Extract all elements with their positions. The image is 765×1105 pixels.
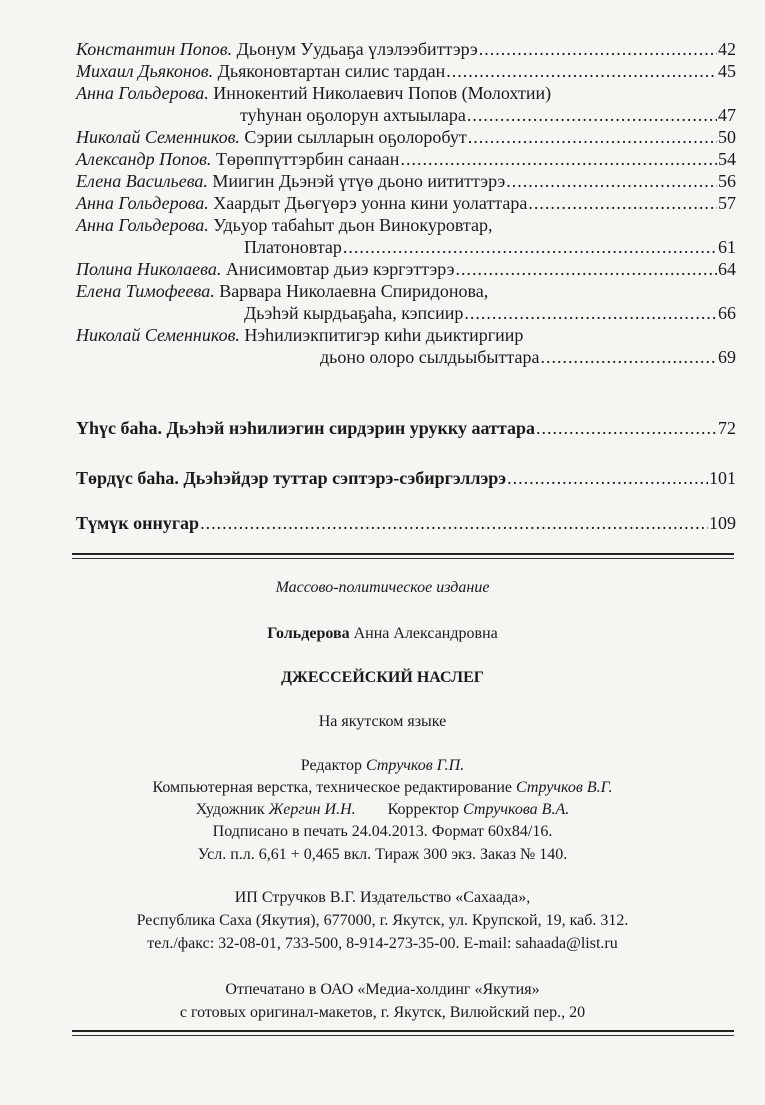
divider xyxy=(72,558,734,559)
toc-entry xyxy=(76,170,736,192)
toc-page-number: 69 xyxy=(718,347,736,367)
toc-title: Варвара Николаевна Спиридонова, xyxy=(219,281,489,301)
artist-corrector-line xyxy=(0,800,765,820)
layout-name: Стручков В.Г. xyxy=(516,779,613,796)
toc-page-number: 45 xyxy=(718,61,736,81)
toc-title: Анисимовтар дьиэ кэргэттэрэ xyxy=(225,259,455,279)
toc-page-number: 56 xyxy=(718,171,736,191)
toc-entry xyxy=(76,82,736,126)
artist-name: Жергин И.Н. xyxy=(268,801,356,818)
toc-page-number: 64 xyxy=(718,259,736,279)
toc-title: Нэһилиэкпитигэр киһи дьиктиргиир xyxy=(244,325,524,345)
corrector-label: Корректор xyxy=(387,801,459,818)
toc-page-number: 50 xyxy=(718,127,736,147)
toc-title: Удьуор табаһыт дьон Винокуровтар, xyxy=(213,215,493,235)
toc-entry xyxy=(76,126,736,148)
toc-page-number: 66 xyxy=(718,303,736,323)
toc-title-continued: Платоновтар xyxy=(244,237,342,257)
toc-author: Михаил Дьяконов. xyxy=(76,61,214,81)
print-details-2: Усл. п.л. 6,61 + 0,465 вкл. Тираж 300 экз. Заказ № 140. xyxy=(197,846,568,863)
printing-source: с готовых оригинал-макетов, г. Якутск, Вилюйский пер., 20 xyxy=(179,1004,586,1021)
toc-section xyxy=(76,513,736,534)
language-note: На якутском языке xyxy=(318,713,447,730)
section-page-number: 72 xyxy=(718,418,736,438)
toc-section xyxy=(76,418,736,439)
toc-entry xyxy=(76,38,736,60)
toc-section xyxy=(76,468,736,489)
toc-title: Сэрии сылларын оҕолоробут xyxy=(244,127,467,147)
book-title: ДЖЕССЕЙСКИЙ НАСЛЕГ xyxy=(281,669,484,686)
toc-entry xyxy=(76,258,736,280)
editor-name: Стручков Г.П. xyxy=(365,757,465,774)
author-line xyxy=(0,624,765,644)
section-page-number: 109 xyxy=(709,513,736,533)
toc-title-continued: Дьэһэй кырдьаҕаһа, кэпсиир xyxy=(244,303,464,323)
toc-title: Дьонум Уудьаҕа үлэлээбиттэрэ xyxy=(236,39,478,59)
toc-author: Николай Семенников. xyxy=(76,325,240,345)
print-details: Подписано в печать 24.04.2013. Формат 60x84/16. xyxy=(212,823,553,840)
author-name: Анна Александровна xyxy=(353,625,498,642)
divider xyxy=(72,1030,734,1032)
toc-title: Иннокентий Николаевич Попов (Молохтии) xyxy=(213,83,552,103)
toc-author: Константин Попов. xyxy=(76,39,233,59)
layout-label: Компьютерная верстка, техническое редактирование xyxy=(152,779,513,796)
toc-author: Елена Тимофеева. xyxy=(76,281,215,301)
toc-author: Полина Николаева. xyxy=(76,259,222,279)
layout-line xyxy=(0,778,765,798)
divider xyxy=(72,1035,734,1036)
toc-title: Хаардыт Дьөгүөрэ уонна кини уолаттара xyxy=(213,193,528,213)
toc-author: Александр Попов. xyxy=(76,149,212,169)
toc-entry xyxy=(76,280,736,324)
toc-title-continued: дьоно олоро сылдьыбыттара xyxy=(320,347,540,367)
toc-entry xyxy=(76,148,736,170)
toc-page-number: 57 xyxy=(718,193,736,213)
toc-entry xyxy=(76,192,736,214)
divider xyxy=(72,553,734,555)
toc-entry xyxy=(76,324,736,368)
toc-title-continued: туһунан оҕолорун ахтыылара xyxy=(240,105,466,125)
toc-page-number: 42 xyxy=(718,39,736,59)
editor-line xyxy=(0,756,765,776)
section-title: Үһүс баһа. Дьэһэй нэһилиэгин сирдэрин урукку ааттара xyxy=(76,418,535,438)
toc-author: Анна Гольдерова. xyxy=(76,193,209,213)
printing-house: Отпечатано в ОАО «Медиа-холдинг «Якутия» xyxy=(225,981,540,998)
author-surname: Гольдерова xyxy=(267,625,350,642)
toc-entry xyxy=(76,214,736,258)
editor-label: Редактор xyxy=(300,757,362,774)
artist-label: Художник xyxy=(195,801,265,818)
toc-author: Николай Семенников. xyxy=(76,127,240,147)
toc-entry xyxy=(76,60,736,82)
corrector-name: Стручкова В.А. xyxy=(462,801,570,818)
toc-title: Төрөппүттэрбин санаан xyxy=(215,149,400,169)
toc-title: Миигин Дьэнэй үтүө дьоно иититтэрэ xyxy=(212,171,506,191)
toc-author: Анна Гольдерова. xyxy=(76,83,209,103)
toc-author: Анна Гольдерова. xyxy=(76,215,209,235)
section-title: Төрдүс баһа. Дьэһэйдэр туттар сэптэрэ-сэбиргэллэрэ xyxy=(76,468,507,488)
toc-author: Елена Васильева. xyxy=(76,171,208,191)
table-of-contents xyxy=(76,38,736,368)
toc-page-number: 47 xyxy=(718,105,736,125)
publisher: ИП Стручков В.Г. Издательство «Сахаада», xyxy=(234,889,531,906)
publisher-contacts: тел./факс: 32-08-01, 733-500, 8-914-273-35-00. E-mail: sahaada@list.ru xyxy=(147,935,618,952)
section-title: Түмүк оннугар xyxy=(76,513,200,533)
edition-type: Массово-политическое издание xyxy=(275,579,490,596)
section-page-number: 101 xyxy=(709,468,736,488)
toc-page-number: 54 xyxy=(718,149,736,169)
toc-page-number: 61 xyxy=(718,237,736,257)
toc-title: Дьяконовтартан силис тардан xyxy=(217,61,446,81)
publisher-address: Республика Саха (Якутия), 677000, г. Якутск, ул. Крупской, 19, каб. 312. xyxy=(136,912,629,929)
